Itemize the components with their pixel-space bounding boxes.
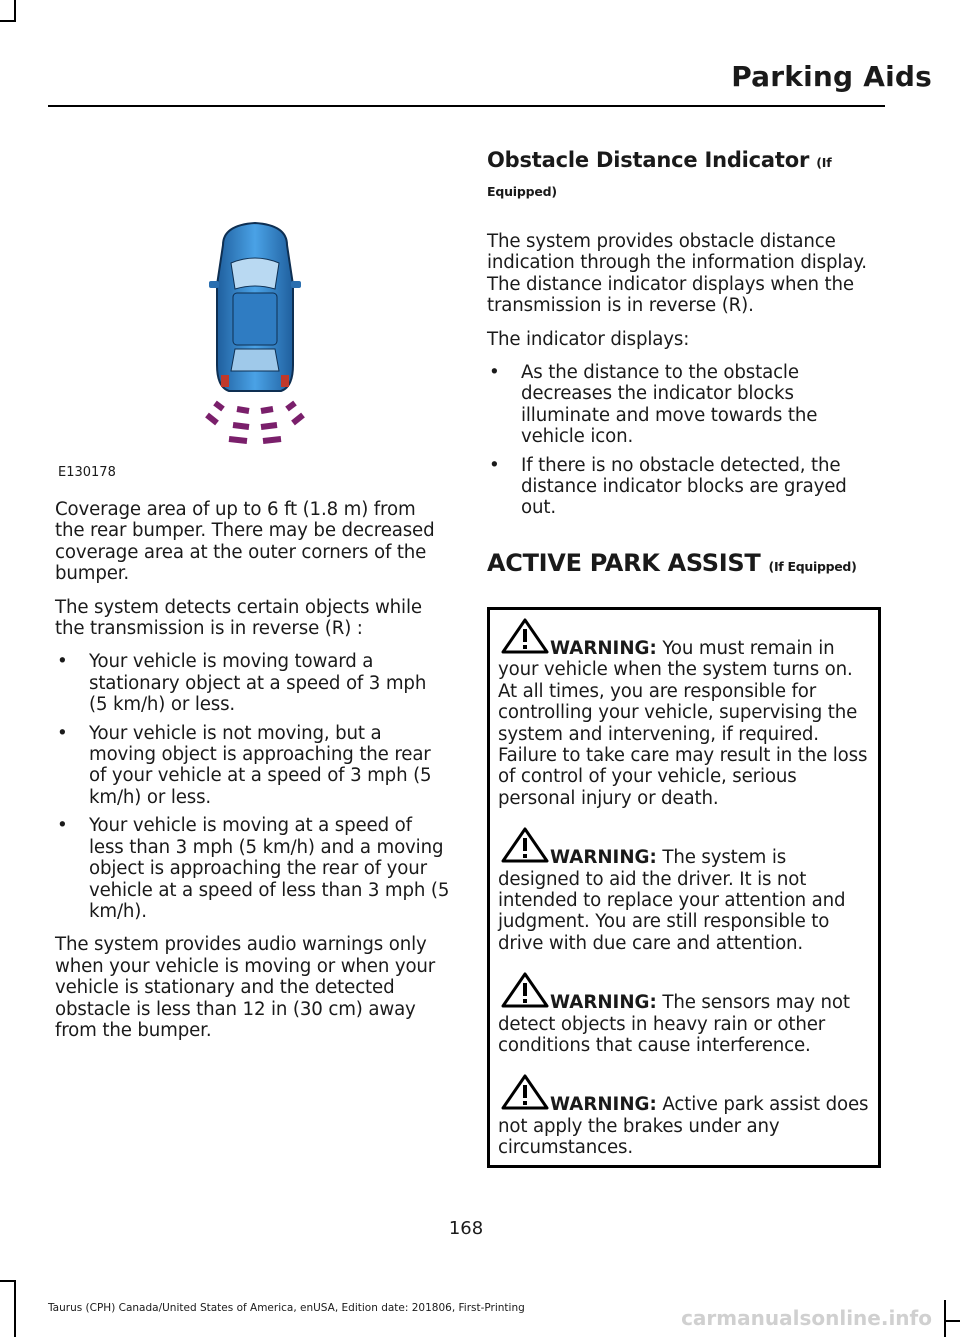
- indicator-paragraph: The system provides obstacle distance indication through the information display. The distance indicator displays when the transmission is in reverse (R).: [487, 231, 867, 317]
- sensor-arcs: [207, 403, 303, 441]
- detection-intro: The system detects certain objects while the transmission is in reverse (R) :: [55, 596, 422, 640]
- car-mirror-left: [209, 281, 219, 288]
- left-column: [55, 205, 450, 1053]
- crop-mark: [14, 0, 16, 22]
- car-roof: [233, 293, 277, 345]
- crop-mark: [944, 1300, 946, 1337]
- car-illustration: [55, 205, 450, 465]
- indicator-intro: The indicator displays:: [487, 328, 690, 350]
- crop-mark: [0, 20, 16, 22]
- rear-sensor-figure: [55, 205, 450, 495]
- active-park-assist-heading: ACTIVE PARK ASSIST (If Equipped): [487, 548, 857, 577]
- header-rule: [48, 105, 885, 107]
- warning-icon: [501, 827, 549, 863]
- warning-box: [487, 607, 881, 1168]
- warning-item: WARNING: The system is designed to aid the driver. It is not intended to replace your attention and judgment. You are still responsible to drive with due care and attention.: [498, 827, 870, 954]
- list-item: • Your vehicle is moving toward a stationary object at a speed of 3 mph (5 km/h) or less.: [57, 651, 427, 716]
- crop-mark: [944, 1320, 960, 1322]
- coverage-paragraph: Coverage area of up to 6 ft (1.8 m) from the rear bumper. There may be decreased coverage area at the outer corners of the bumper.: [55, 499, 435, 585]
- audio-warning-paragraph: The system provides audio warnings only when your vehicle is moving or when your vehicle is stationary and the detected obstacle is less than 12 in (30 cm) away from the bumper.: [55, 934, 436, 1041]
- car-mirror-right: [291, 281, 301, 288]
- warning-icon: [501, 1074, 549, 1110]
- right-column: [487, 147, 879, 1168]
- detection-list: [55, 651, 450, 922]
- indicator-list: [487, 362, 879, 519]
- warning-item: WARNING: The sensors may not detect objects in heavy rain or other conditions that cause interference.: [498, 972, 870, 1056]
- watermark: carmanualsonline.info: [681, 1306, 932, 1330]
- car-rear-window: [231, 349, 279, 371]
- list-item: • As the distance to the obstacle decreases the indicator blocks illuminate and move towards the vehicle icon.: [489, 362, 818, 448]
- car-windshield: [231, 258, 279, 289]
- page-number: 168: [448, 1218, 484, 1239]
- list-item: • Your vehicle is not moving, but a moving object is approaching the rear of your vehicle at a speed of 3 mph (5 km/h) or less.: [57, 722, 432, 808]
- obstacle-indicator-heading: Obstacle Distance Indicator (If Equipped): [487, 148, 832, 199]
- warning-icon: [501, 618, 549, 654]
- crop-mark: [0, 1280, 16, 1282]
- list-item: • If there is no obstacle detected, the distance indicator blocks are grayed out.: [489, 454, 847, 519]
- car-taillight-right: [281, 375, 289, 387]
- figure-code: E130178: [58, 465, 116, 480]
- page-title: Parking Aids: [731, 60, 932, 93]
- warning-item: WARNING: You must remain in your vehicle when the system turns on. At all times, you are responsible for controlling your vehicle, supervising the system and intervening, if required. Failure to take care may result in the loss of control of your vehicle, serious personal injury or death.: [498, 618, 870, 809]
- warning-item: WARNING: Active park assist does not apply the brakes under any circumstances.: [498, 1074, 870, 1158]
- crop-mark: [14, 1280, 16, 1337]
- warning-icon: [501, 972, 549, 1008]
- list-item: • Your vehicle is moving at a speed of less than 3 mph (5 km/h) and a moving object is approaching the rear of your vehicle at a speed of less than 3 mph (5 km/h).: [57, 815, 450, 922]
- car-taillight-left: [221, 375, 229, 387]
- edition-footer: Taurus (CPH) Canada/United States of America, enUSA, Edition date: 201806, First-Printing: [48, 1302, 525, 1314]
